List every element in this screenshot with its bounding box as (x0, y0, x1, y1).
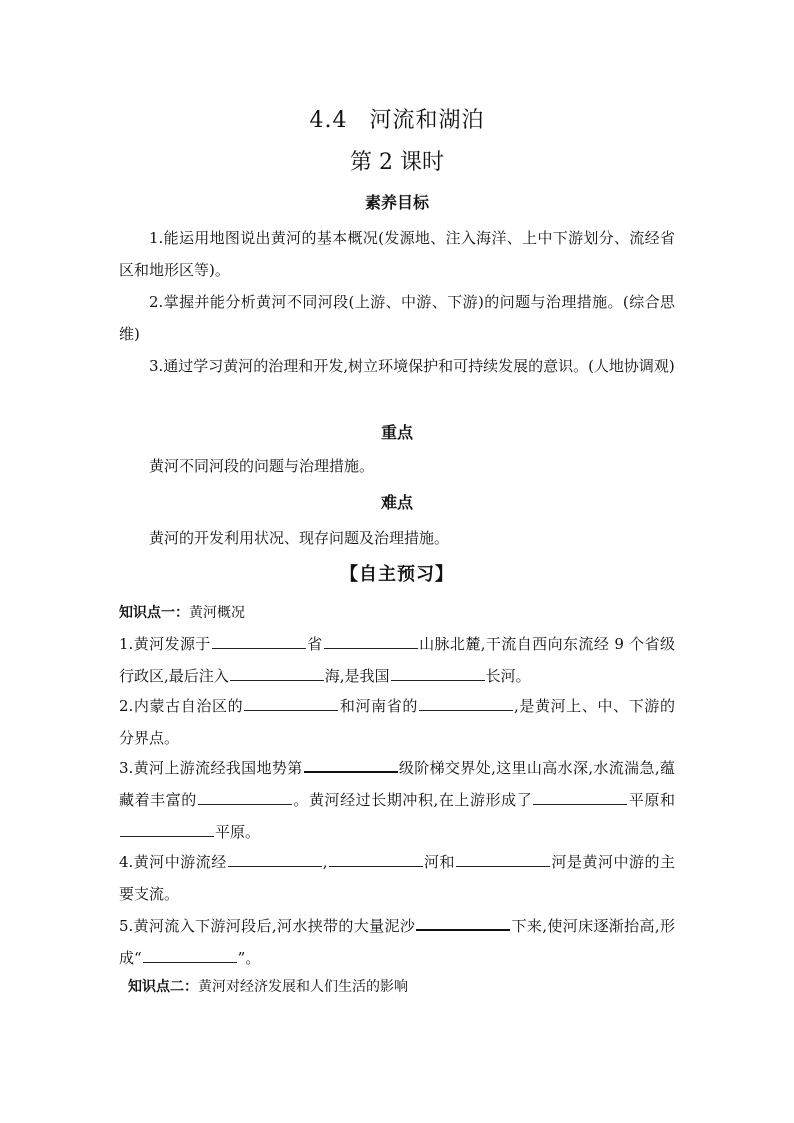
difficulty-text: 黄河的开发利用状况、现存问题及治理措施。 (149, 529, 450, 547)
goal-item-1: 1.能运用地图说出黄河的基本概况(发源地、注入海洋、上中下游划分、流经省区和地形区等)。 (119, 229, 675, 279)
goals-heading: 素养目标 (364, 193, 429, 212)
q4-text-a: 4.黄河中游流经 (119, 853, 227, 871)
q5-blank-2[interactable] (143, 947, 237, 963)
q3-text-a: 3.黄河上游流经我国地势第 (119, 759, 303, 777)
q5-text-a: 5.黄河流入下游河段后,河水挟带的大量泥沙 (119, 917, 416, 935)
kp2-text: 黄河对经济发展和人们生活的影响 (198, 979, 408, 995)
q1-text-a: 1.黄河发源于 (119, 635, 211, 653)
key-point-heading: 重点 (380, 423, 413, 442)
question-5 (119, 910, 675, 974)
q1-text-c: 山脉北麓,干流自西向东流经 9 个省级行政区,最后注入 (119, 635, 675, 685)
q4-blank-2[interactable] (329, 851, 423, 867)
q1-blank-3[interactable] (230, 665, 324, 681)
q2-text-c: ,是黄河上、中、下游的分界点。 (119, 697, 675, 747)
q2-blank-2[interactable] (419, 695, 513, 711)
q4-text-b: , (322, 853, 328, 871)
q1-blank-2[interactable] (324, 633, 418, 649)
goal-item-3: 3.通过学习黄河的治理和开发,树立环境保护和可持续发展的意识。(人地协调观) (149, 357, 675, 375)
q3-text-d: 平原和 (628, 791, 675, 809)
page-title (0, 103, 794, 134)
q2-text-b: 和河南省的 (339, 697, 419, 715)
q4-blank-3[interactable] (456, 851, 550, 867)
question-1 (119, 628, 675, 692)
question-2 (119, 690, 675, 754)
q3-text-c: 。黄河经过长期冲积,在上游形成了 (292, 791, 533, 809)
kp2-label: 知识点二： (128, 979, 198, 995)
section-number: 4.4 (309, 108, 348, 133)
q3-blank-1[interactable] (304, 756, 398, 773)
difficulty-heading: 难点 (380, 493, 413, 512)
q1-blank-4[interactable] (391, 665, 485, 681)
self-study-heading: 【自主预习】 (340, 564, 454, 585)
q4-text-c: 河和 (423, 853, 456, 871)
q5-text-b: 下来,使河床逐渐抬高,形成“ (119, 917, 675, 967)
q4-text-d: 河是黄河中游的主要支流。 (119, 853, 675, 903)
knowledge-point-2 (128, 976, 408, 996)
goal-item-2: 2.掌握并能分析黄河不同河段(上游、中游、下游)的问题与治理措施。(综合思维) (119, 293, 675, 343)
q1-text-d: 海,是我国 (324, 667, 390, 685)
key-point-text: 黄河不同河段的问题与治理措施。 (149, 457, 375, 475)
kp1-text: 黄河概况 (189, 605, 245, 621)
title-text: 河流和湖泊 (369, 108, 485, 133)
q3-blank-4[interactable] (120, 821, 214, 837)
q1-text-e: 长河。 (485, 667, 531, 685)
q4-blank-1[interactable] (228, 851, 322, 867)
question-4 (119, 846, 675, 910)
q3-blank-2[interactable] (198, 789, 292, 805)
q3-text-e: 平原。 (215, 823, 261, 841)
q5-blank-1[interactable] (416, 914, 510, 931)
lesson-subtitle: 第 2 课时 (350, 150, 444, 175)
q2-text-a: 2.内蒙古自治区的 (119, 697, 244, 715)
q3-blank-3[interactable] (533, 789, 627, 805)
question-3 (119, 752, 675, 848)
kp1-label: 知识点一： (119, 605, 189, 621)
q5-text-c: ”。 (237, 949, 261, 967)
q1-text-b: 省 (306, 635, 323, 653)
knowledge-point-1 (119, 602, 245, 622)
q3-text-b: 级阶梯交界处,这里山高水深,水流湍急,蕴藏着丰富的 (119, 759, 675, 809)
q1-blank-1[interactable] (212, 633, 306, 649)
q2-blank-1[interactable] (244, 695, 338, 711)
